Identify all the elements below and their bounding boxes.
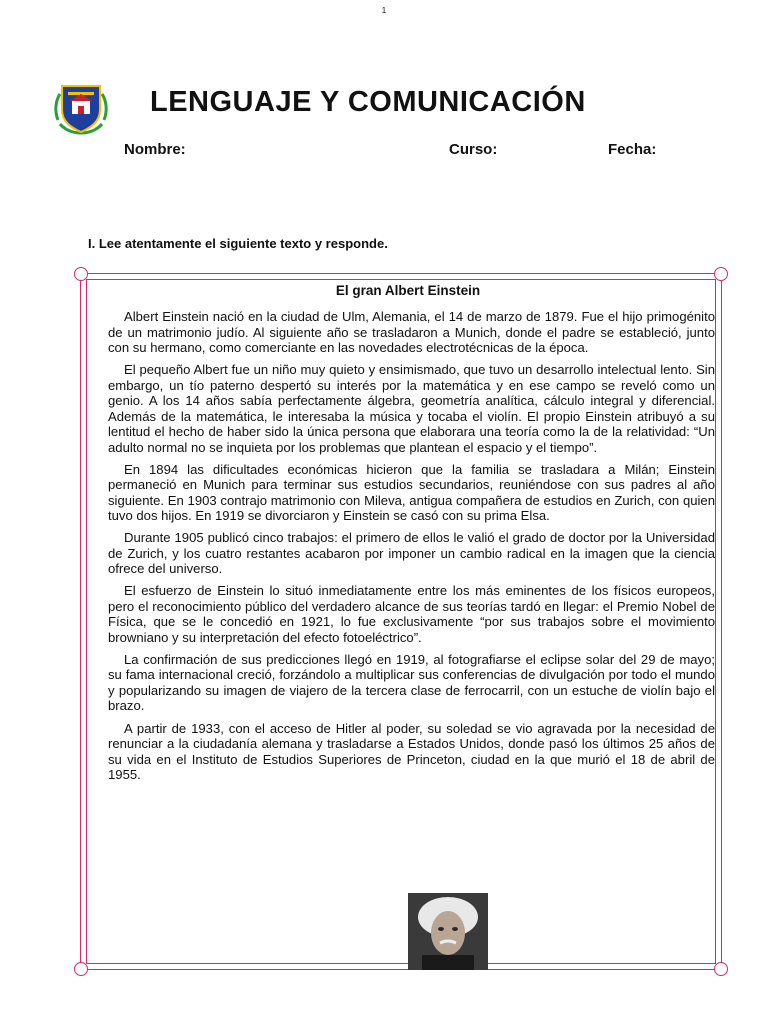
frame-corner [74, 267, 88, 281]
einstein-portrait-icon [408, 893, 488, 970]
curso-label: Curso: [449, 141, 498, 158]
paragraph: Albert Einstein nació en la ciudad de Ulm, Alemania, el 14 de marzo de 1879. Fue el hijo primogénito de un matrimonio judío. Al siguiente año se trasladaron a Munich, donde el padre se estableció, junto con su hermano, como comerciante en las novedades electrotécnicas de la época. [108, 309, 715, 355]
reading-text [108, 309, 715, 789]
nombre-label: Nombre: [124, 141, 186, 158]
reading-title: El gran Albert Einstein [335, 283, 481, 298]
fecha-label: Fecha: [608, 141, 657, 158]
paragraph: La confirmación de sus predicciones llegó en 1919, al fotografiarse el eclipse solar del 29 de mayo; su fama internacional creció, forzándolo a multiplicar sus conferencias de divulgación por todo el mundo y popularizando su imagen de viajero de la tercera clase de ferrocarril, con un estuche de violín bajo el brazo. [108, 651, 715, 714]
paragraph: Durante 1905 publicó cinco trabajos: el primero de ellos le valió el grado de doctor por la Universidad de Zurich, y los cuatro restantes acabaron por imponer un cambio radical en la imagen que la ciencia ofrece del universo. [108, 530, 715, 577]
paragraph: El pequeño Albert fue un niño muy quieto y ensimismado, que tuvo un desarrollo intelectual lento. Sin embargo, un tío paterno despertó su interés por la matemática y en ese campo se reveló como un genio. A los 14 años sabía perfectamente álgebra, geometría analítica, cálculo integral y diferencial. Además de la matemática, le interesaba la música y tocaba el violín. El propio Einstein atribuyó a su lentitud el hecho de haber sido la única persona que elaborara una teoría como la de la relatividad: “Un adulto normal no se inquieta por los problemas que plantean el espacio y el tiempo”. [108, 362, 715, 455]
page-number: 1 [381, 6, 387, 15]
page-title: LENGUAJE Y COMUNICACIÓN [150, 86, 586, 118]
paragraph: El esfuerzo de Einstein lo situó inmediatamente entre los más eminentes de los físicos europeos, pero el reconocimiento público del verdadero alcance de sus teorías tardó en llegar: el Premio Nobel de Física, que se le concedió en 1921, lo fue exclusivamente “por sus trabajos sobre el movimiento browniano y su interpretación del efecto fotoeléctrico”. [108, 583, 715, 645]
paragraph: En 1894 las dificultades económicas hicieron que la familia se trasladara a Milán; Einstein permaneció en Munich para terminar sus estudios secundarios, reuniéndose con sus padres al año siguiente. En 1903 contrajo matrimonio con Mileva, antigua compañera de estudios en Zurich, con quien tuvo dos hijos. En 1919 se divorciaron y Einstein se casó con su prima Elsa. [108, 461, 715, 524]
frame-corner [714, 962, 728, 976]
instruction: I. Lee atentamente el siguiente texto y responde. [88, 236, 388, 251]
frame-corner [74, 962, 88, 976]
paragraph: A partir de 1933, con el acceso de Hitler al poder, su soledad se vio agravada por la necesidad de renunciar a la ciudadanía alemana y trasladarse a Estados Unidos, donde pasó los últimos 25 años de su vida en el Instituto de Estudios Superiores de Princeton, ciudad en la que murió el 18 de abril de 1955. [108, 720, 715, 783]
frame-corner [714, 267, 728, 281]
school-crest-icon [50, 80, 112, 140]
